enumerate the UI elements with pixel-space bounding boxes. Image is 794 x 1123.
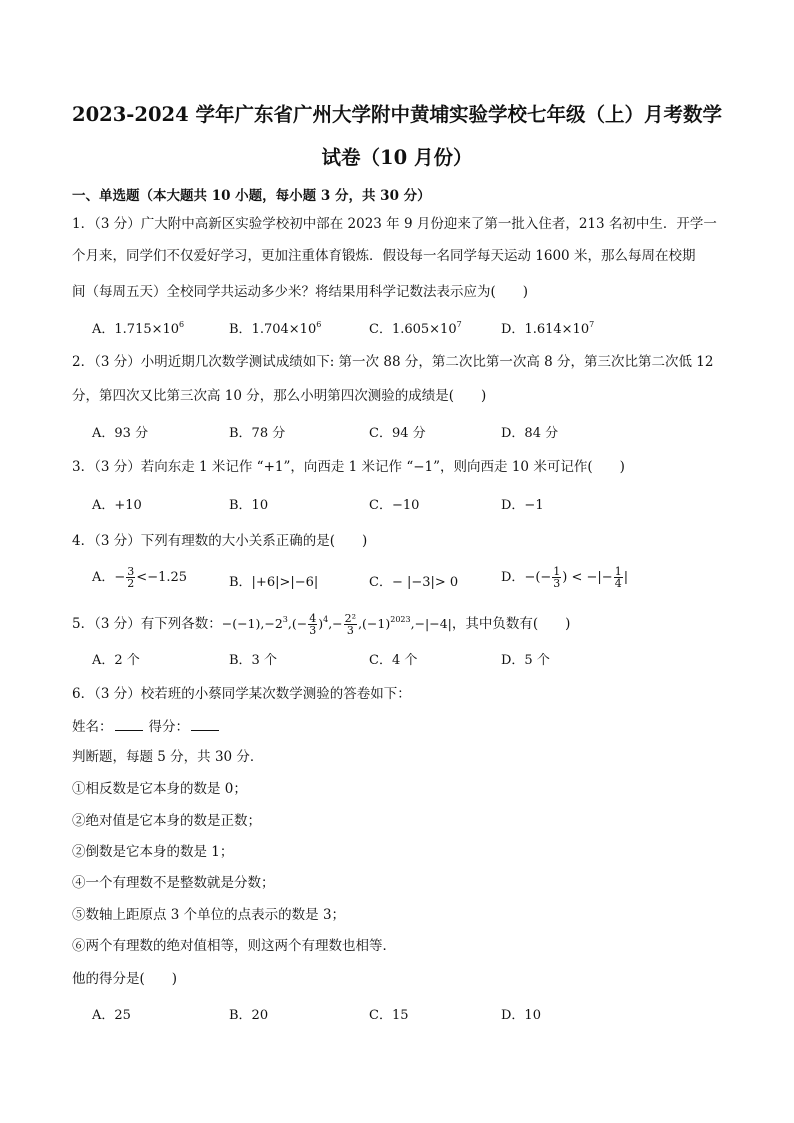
q5-expression: $-(-1),-2^3,(-$ $\frac{4}{3}$ )$^4$,− $\frac{\text{2²}}{3}$ $,(-1)^{2023},-|-4|$ <box>221 612 452 637</box>
q3-option-a[interactable]: A．+10 <box>92 498 142 513</box>
fraction: $\frac{4}{3}$ <box>309 612 317 637</box>
q5-option-c[interactable]: C．4 个 <box>369 653 418 668</box>
q3-option-d[interactable]: D．−1 <box>501 498 544 513</box>
q4-option-a[interactable]: A．− $\frac{3}{2}$ <−1.25 <box>92 565 188 590</box>
q2-option-a[interactable]: A．93 分 <box>92 426 149 441</box>
exam-title-line1: 2023-2024 学年广东省广州大学附中黄埔实验学校七年级（上）月考数学 <box>72 103 722 126</box>
q6-option-d[interactable]: D．10 <box>501 1008 541 1023</box>
q6-answer-header: 姓名： 得分： <box>72 717 219 736</box>
fraction: $\frac{\text{2²}}{3}$ <box>344 612 357 637</box>
q3-line1: 3．（3 分）若向东走 1 米记作 “+1”，向西走 1 米记作 “−1”，则向西走 10 米可记作( ) <box>72 459 625 475</box>
q6-option-b[interactable]: B．20 <box>229 1008 269 1023</box>
q2-option-c[interactable]: C．94 分 <box>369 426 426 441</box>
name-blank <box>115 717 143 731</box>
section-heading: 一、单选题（本大题共 10 小题，每小题 3 分，共 30 分） <box>72 188 431 204</box>
q1-option-c[interactable]: C．$1.605\times 10^7$ <box>369 320 462 337</box>
q6-question: 他的得分是( ) <box>72 971 178 987</box>
q6-item-5: ⑤数轴上距原点 3 个单位的点表示的数是 3； <box>72 907 346 923</box>
q1-line1: 1．（3 分）广大附中高新区实验学校初中部在 2023 年 9 月份迎来了第一批入住者，213 名初中生．开学一 <box>72 216 717 232</box>
q4-option-b[interactable]: B．|+6|>|−6| <box>229 575 319 590</box>
q3-option-c[interactable]: C．−10 <box>369 498 420 513</box>
q1-option-b[interactable]: B．$1.704\times 10^6$ <box>229 320 322 337</box>
q6-item-3: ②倒数是它本身的数是 1； <box>72 844 234 860</box>
q4-option-c[interactable]: C．− |−3|> 0 <box>369 575 459 590</box>
q6-option-a[interactable]: A．25 <box>92 1008 131 1023</box>
q2-option-b[interactable]: B．78 分 <box>229 426 286 441</box>
q4-line1: 4．（3 分）下列有理数的大小关系正确的是( ) <box>72 533 368 549</box>
fraction: $\frac{1}{4}$ <box>614 565 622 590</box>
score-blank <box>191 717 219 731</box>
q6-intro: 判断题，每题 5 分，共 30 分． <box>72 749 264 765</box>
q1-option-a[interactable]: A．$1.715\times 10^6$ <box>92 320 185 337</box>
q6-item-1: ①相反数是它本身的数是 0； <box>72 781 247 797</box>
q6-item-2: ②绝对值是它本身的数是正数； <box>72 813 261 829</box>
q6-option-c[interactable]: C．15 <box>369 1008 409 1023</box>
fraction: $\frac{1}{3}$ <box>553 565 561 590</box>
q1-line2: 个月来，同学们不仅爱好学习，更加注重体育锻炼．假设每一名同学每天运动 1600 米，那么每周在校期 <box>72 248 696 264</box>
q5-option-b[interactable]: B．3 个 <box>229 653 277 668</box>
q2-line2: 分，第四次又比第三次高 10 分，那么小明第四次测验的成绩是( ) <box>72 388 487 404</box>
q2-line1: 2．（3 分）小明近期几次数学测试成绩如下: 第一次 88 分，第二次比第一次高 8 分，第三次比第二次低 12 <box>72 354 714 370</box>
q5-option-a[interactable]: A．2 个 <box>92 653 140 668</box>
q6-item-6: ⑥两个有理数的绝对值相等，则这两个有理数也相等． <box>72 938 396 954</box>
q2-option-d[interactable]: D．84 分 <box>501 426 559 441</box>
q4-option-d[interactable]: D．−(− $\frac{1}{3}$ ) < −|− $\frac{1}{4}$ | <box>501 565 629 590</box>
q5-line1: 5．（3 分）有下列各数：$-(-1),-2^3,(-$ $\frac{4}{3}$ )$^4$,− $\frac{\text{2²}}{3}$ $,(-1)^{2023},-|-4|$，其中负数有( ) <box>72 612 571 637</box>
q6-item-4: ④一个有理数不是整数就是分数； <box>72 875 275 891</box>
q1-option-d[interactable]: D．$1.614\times 10^7$ <box>501 320 595 337</box>
q6-line1: 6．（3 分）校若班的小蔡同学某次数学测验的答卷如下： <box>72 686 411 702</box>
fraction: $\frac{3}{2}$ <box>127 565 135 590</box>
q5-option-d[interactable]: D．5 个 <box>501 653 550 668</box>
q1-line3: 间（每周五天）全校同学共运动多少米？将结果用科学记数法表示应为( ) <box>72 284 529 300</box>
q3-option-b[interactable]: B．10 <box>229 498 269 513</box>
exam-title-line2: 试卷（10 月份） <box>321 146 473 169</box>
